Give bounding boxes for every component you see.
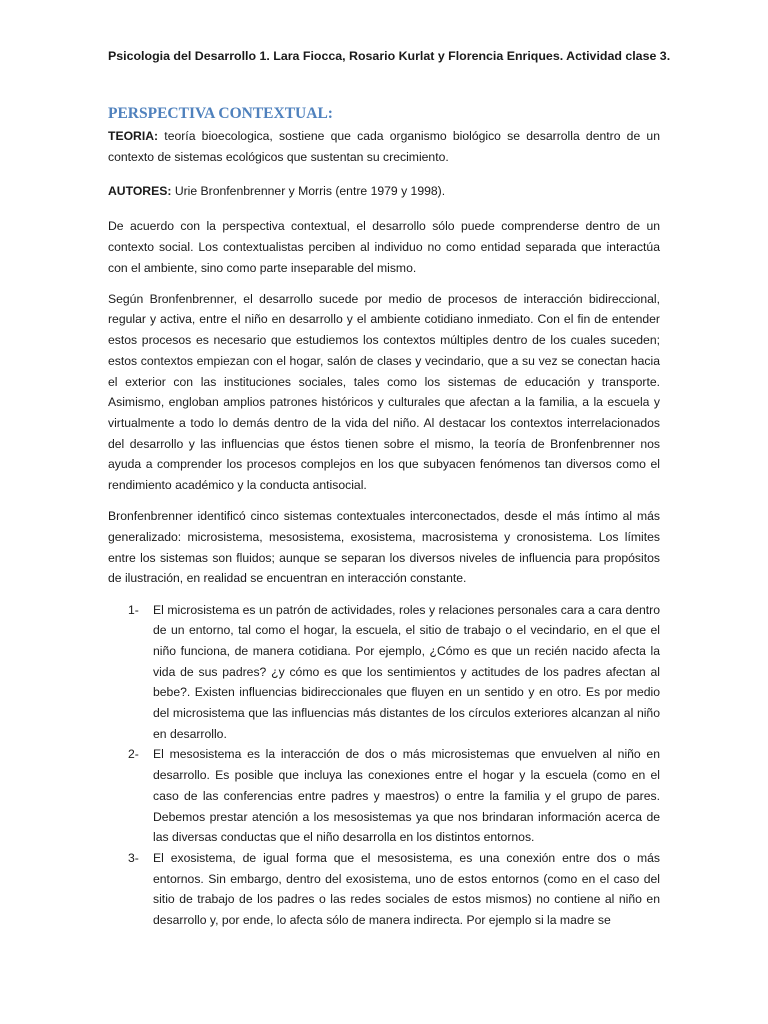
list-item [108, 600, 660, 745]
teoria-paragraph [108, 126, 660, 167]
teoria-text: teoría bioecologica, sostiene que cada organismo biológico se desarrolla dentro de un contexto de sistemas ecológicos que sustentan su crecimiento. [108, 129, 660, 164]
list-text: El mesosistema es la interacción de dos o más microsistemas que envuelven al niño en desarrollo. Es posible que incluya las conexiones entre el hogar y la escuela (como en el caso de las conferencias entre padres y maestros) o entre la familia y el grupo de pares. Debemos prestar atención a los mesosistemas ya que nos brindaran información acerca de las diversas conductas que el niño desarrolla en los distintos entornos. [153, 747, 660, 845]
list-number: 1- [128, 602, 139, 617]
list-item [108, 744, 660, 848]
list-number: 3- [128, 851, 139, 865]
page-header: Psicologia del Desarrollo 1. Lara Fiocca, Rosario Kurlat y Florencia Enriques. Actividad clase 3. [108, 49, 671, 63]
autores-text: Urie Bronfenbrenner y Morris (entre 1979 y 1998). [171, 184, 446, 199]
list-text: El microsistema es un patrón de actividades, roles y relaciones personales cara a cara dentro de un entorno, tal como el hogar, la escuela, el sitio de trabajo o el vecindario, en el que el niño funciona, de manera cotidiana. Por ejemplo, ¿Cómo es que un recién nacido afecta la vida de sus padres? ¿y cómo es que los sentimientos y actitudes de los padres afectan al bebe?. Existen influencias bidireccionales que fluyen en un sentido y en otro. Es por medio del microsistema que las influencias más distantes de los círculos exteriores alcanzan al niño en desarrollo. [153, 602, 660, 741]
autores-paragraph [108, 181, 660, 202]
teoria-label: TEORIA: [108, 129, 159, 143]
autores-label: AUTORES: [108, 184, 172, 199]
paragraph-bronfenbrenner: Según Bronfenbrenner, el desarrollo sucede por medio de procesos de interacción bidireccional, regular y activa, entre el niño en desarrollo y el ambiente cotidiano inmediato. Con el fin de entender estos procesos es necesario que estudiemos los contextos múltiples dentro de los cuales suceden; estos contextos empiezan con el hogar, salón de clases y vecindario, que a su vez se conectan hacia el exterior con las instituciones sociales, tales como los sistemas de educación y transporte. Asimismo, engloban amplios patrones históricos y culturales que afectan a la familia, a la escuela y virtualmente a todo lo demás dentro de la vida del niño. Al destacar los contextos interrelacionados del desarrollo y las influencias que éstos tienen sobre el mismo, la teoría de Bronfenbrenner nos ayuda a comprender los procesos complejos en los que subyacen fenómenos tan diversos como el rendimiento académico y la conducta antisocial. [108, 291, 660, 493]
list-item [108, 848, 660, 931]
document-body [108, 104, 660, 931]
list-text: El exosistema, de igual forma que el mesosistema, es una conexión entre dos o más entornos. Sin embargo, dentro del exosistema, uno de estos entornos (como en el caso del sitio de trabajo de los padres o las redes sociales de estos mismos) no contiene al niño en desarrollo y, por ende, lo afecta sólo de manera indirecta. Por ejemplo si la madre se [153, 851, 660, 928]
list-number: 2- [128, 747, 139, 762]
section-title: PERSPECTIVA CONTEXTUAL: [108, 105, 333, 122]
paragraph-contextual: De acuerdo con la perspectiva contextual, el desarrollo sólo puede comprenderse dentro de un contexto social. Los contextualistas perciben al individuo no como entidad separada que interactúa con el ambiente, sino como parte inseparable del mismo. [108, 219, 660, 275]
paragraph-sistemas: Bronfenbrenner identificó cinco sistemas contextuales interconectados, desde el más íntimo al más generalizado: microsistema, mesosistema, exosistema, macrosistema y cronosistema. Los límites entre los sistemas son fluidos; aunque se separan los diversos niveles de influencia para propósitos de ilustración, en realidad se encuentran en interacción constante. [108, 509, 660, 586]
systems-list [108, 600, 660, 931]
